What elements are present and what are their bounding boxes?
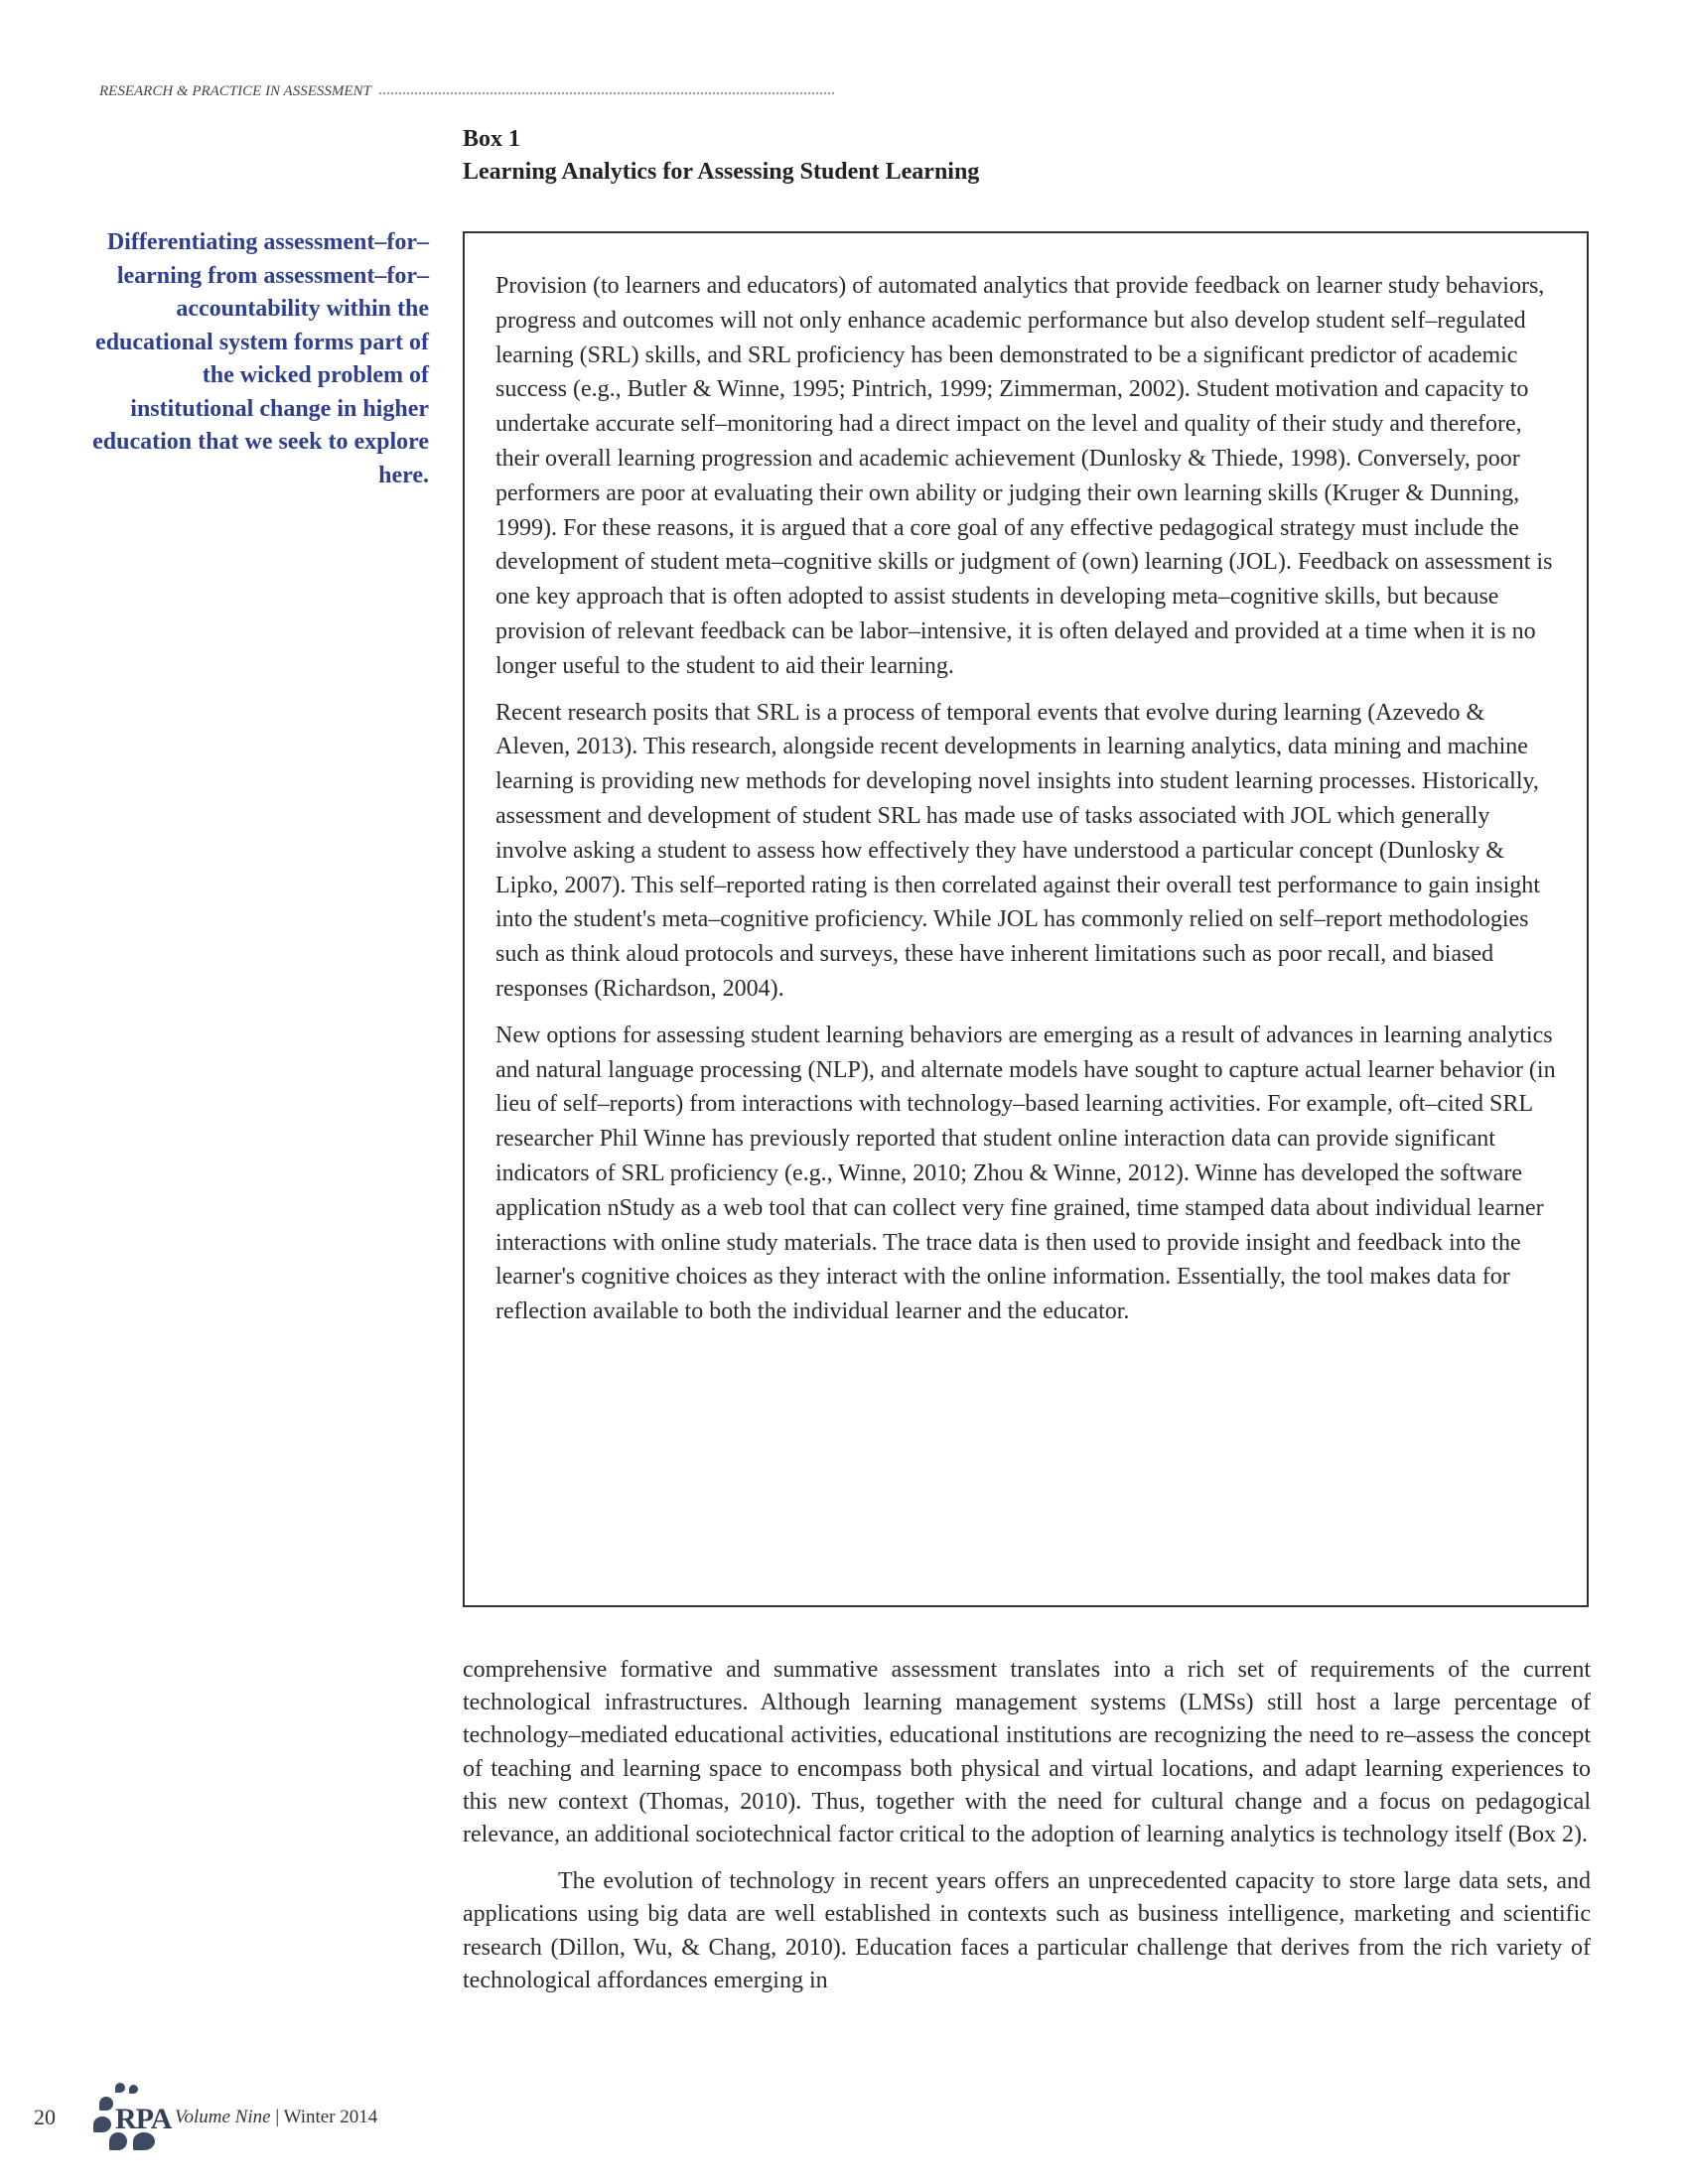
box-1-sidebar	[463, 231, 1589, 1607]
body-paragraph-2: The evolution of technology in recent years offers an unprecedented capacity to store large data sets, and applications using big data are well established in contexts such as business intelligence, marketing and scientific research (Dillon, Wu, & Chang, 2010). Education faces a particular challenge that derives from the rich variety of technological affordances emerging in	[463, 1868, 1591, 1993]
page-number: 20	[34, 2105, 56, 2129]
box-paragraph-2: Recent research posits that SRL is a process of temporal events that evolve during learning (Azevedo & Aleven, 2013). This research, alongside recent developments in learning analytics, data mining and machine learning is providing new methods for developing novel insights into student learning processes. Historically, assessment and development of student SRL has made use of tasks associated with JOL which generally involve asking a student to assess how effectively they have understood a particular concept (Dunlosky & Lipko, 2007). This self–reported rating is then correlated against their overall test performance to gain insight into the student's meta–cognitive proficiency. While JOL has commonly relied on self–report methodologies such as think aloud protocols and surveys, these have inherent limitations such as poor recall, and biased responses (Richardson, 2004).	[495, 699, 1540, 1002]
running-head-title: RESEARCH & PRACTICE IN ASSESSMENT	[99, 82, 371, 99]
body-paragraph-1: comprehensive formative and summative assessment translates into a rich set of requirements of the current technological infrastructures. Although learning management systems (LMSs) still host a large percentage of technology–mediated educational activities, educational institutions are recognizing the need to re–assess the concept of teaching and learning space to encompass both physical and virtual locations, and adapt learning experiences to this new context (Thomas, 2010). Thus, together with the need for cultural change and a focus on pedagogical relevance, an additional sociotechnical factor critical to the adoption of learning analytics is technology itself (Box 2).	[463, 1657, 1591, 1848]
footer-volume: Volume Nine	[175, 2107, 271, 2127]
box-title: Learning Analytics for Assessing Student Learning	[463, 159, 980, 185]
running-head	[99, 79, 834, 103]
footer-separator: |	[275, 2107, 280, 2127]
box-heading	[463, 123, 1595, 189]
rpa-logo-icon	[93, 2083, 172, 2152]
main-body-text	[463, 1654, 1591, 2011]
box-paragraph-3: New options for assessing student learning behaviors are emerging as a result of advances in learning analytics and natural language processing (NLP), and alternate models have sought to capture actual learner behavior (in lieu of self–reports) from interactions with technology–based learning activities. For example, oft–cited SRL researcher Phil Winne has previously reported that student online interaction data can provide significant indicators of SRL proficiency (e.g., Winne, 2010; Zhou & Winne, 2012). Winne has developed the software application nStudy as a web tool that can collect very fine grained, time stamped data about individual learner interactions with online study materials. The trace data is then used to provide insight and feedback into the learner's cognitive choices as they interact with the online information. Essentially, the tool makes data for reflection available to both the individual learner and the educator.	[495, 1022, 1556, 1325]
pull-quote: Differentiating assessment–for–learning from assessment–for–accountability within the educational system forms part of the wicked problem of institutional change in higher education that we seek to explore here.	[92, 229, 429, 488]
footer-issue	[175, 2107, 377, 2128]
running-head-dotted-rule	[379, 92, 834, 94]
box-number: Box 1	[463, 126, 521, 152]
footer-season: Winter 2014	[283, 2107, 378, 2127]
logo-text: RPA	[115, 2103, 172, 2135]
page-footer	[34, 2083, 491, 2152]
box-paragraph-1: Provision (to learners and educators) of automated analytics that provide feedback on learner study behaviors, progress and outcomes will not only enhance academic performance but also develop student self–regulated learning (SRL) skills, and SRL proficiency has been demonstrated to be a significant predictor of academic success (e.g., Butler & Winne, 1995; Pintrich, 1999; Zimmerman, 2002). Student motivation and capacity to undertake accurate self–monitoring had a direct impact on the level and quality of their study and therefore, their overall learning progression and academic achievement (Dunlosky & Thiede, 1998). Conversely, poor performers are poor at evaluating their own ability or judging their own learning skills (Kruger & Dunning, 1999). For these reasons, it is argued that a core goal of any effective pedagogical strategy must include the development of student meta–cognitive skills or judgment of (own) learning (JOL). Feedback on assessment is one key approach that is often adopted to assist students in developing meta–cognitive skills, but because provision of relevant feedback can be labor–intensive, it is often delayed and provided at a time when it is no longer useful to the student to aid their learning.	[495, 273, 1553, 679]
